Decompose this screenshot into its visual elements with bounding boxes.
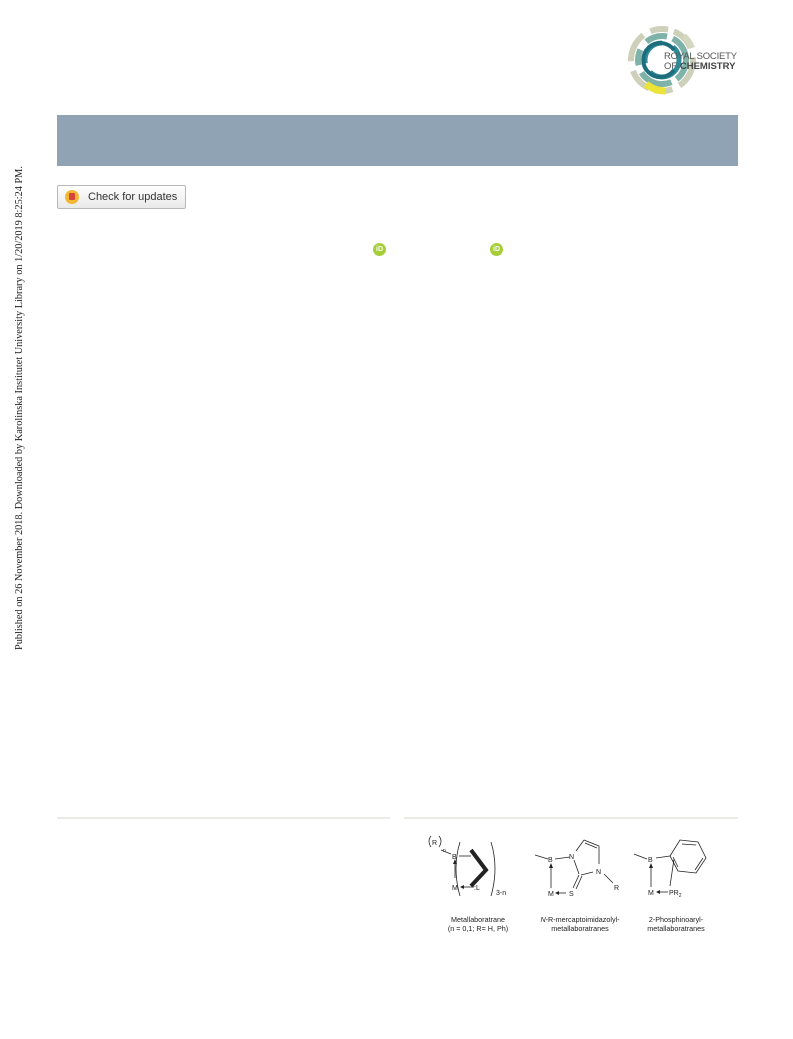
caption-line <box>540 915 620 924</box>
atom-b-label: B <box>648 857 653 864</box>
atom-m-label: M <box>548 891 554 898</box>
orcid-icon[interactable]: iD <box>373 243 386 256</box>
mercaptoimidazolyl-structure <box>535 840 613 895</box>
logo-text-line1: ROYAL SOCIETY <box>664 51 737 62</box>
caption-line: metallaboratranes <box>647 924 705 933</box>
logo-text-bold: CHEMISTRY <box>679 61 736 72</box>
caption-line: (n = 0,1; R= H, Ph) <box>447 924 509 933</box>
column-divider-left <box>57 817 390 819</box>
atom-p-subscript: 2 <box>678 893 682 899</box>
chemical-scheme <box>408 828 738 940</box>
header-banner <box>57 115 738 166</box>
check-for-updates-button[interactable] <box>57 185 186 209</box>
atom-s-label: S <box>569 891 574 898</box>
atom-m-label: M <box>452 885 458 892</box>
atom-p-text: PR <box>669 890 679 897</box>
atom-sub-label: 3-n <box>496 890 507 897</box>
atom-r-label: R <box>614 885 620 892</box>
atom-b-label: B <box>548 857 553 864</box>
atom-l-label: :L <box>474 885 480 892</box>
atom-n-label: n <box>443 848 446 854</box>
atom-n-label: N <box>596 869 602 876</box>
crossmark-icon <box>65 190 79 204</box>
atom-m-label: M <box>648 890 654 897</box>
check-for-updates-label: Check for updates <box>88 191 178 203</box>
metallaboratrane-structure <box>429 836 495 896</box>
logo-text-prefix: OF <box>664 61 680 72</box>
orcid-icon[interactable]: iD <box>490 243 503 256</box>
atom-b-label: B <box>452 854 457 861</box>
caption-line: Metallaboratrane <box>451 915 505 924</box>
atom-p-label <box>669 890 682 899</box>
rsc-logo <box>626 20 744 100</box>
caption-italic: N <box>540 915 546 924</box>
logo-text-line2 <box>664 62 735 72</box>
caption-text: -R-mercaptoimidazolyl- <box>545 915 620 924</box>
caption-line: metallaboratranes <box>551 924 609 933</box>
publication-note: Published on 26 November 2018. Downloaded by Karolinska Institutet University Library on 1/20/2019 8:25:24 PM. <box>14 166 25 650</box>
atom-n-label: N <box>569 854 575 861</box>
phosphinoaryl-structure <box>634 840 706 894</box>
caption-line: 2-Phosphinoaryl- <box>648 915 704 924</box>
column-divider-right <box>404 817 738 819</box>
atom-r-label: R <box>432 840 438 847</box>
